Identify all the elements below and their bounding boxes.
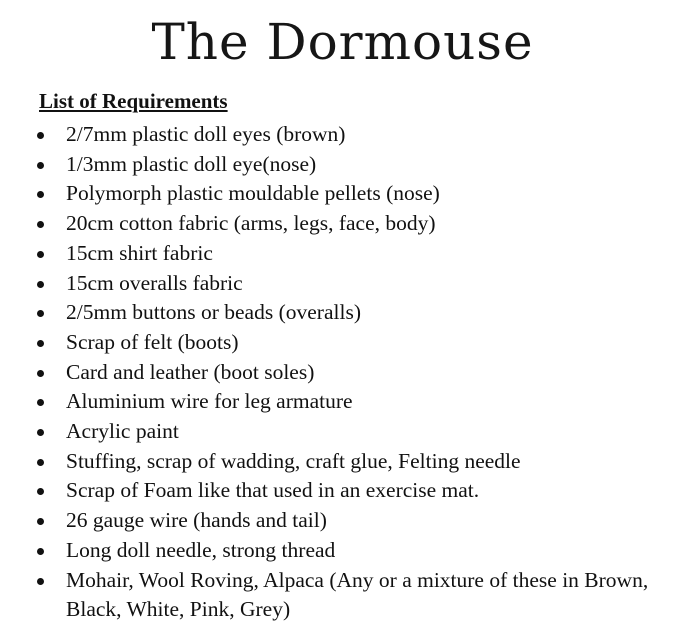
list-item — [0, 358, 666, 388]
bullet-icon — [37, 370, 44, 377]
list-item-text: 2/7mm plastic doll eyes (brown) — [66, 122, 346, 146]
list-item-text: 15cm overalls fabric — [66, 270, 243, 295]
list-item — [0, 120, 666, 150]
list-item-text: Long doll needle, strong thread — [66, 537, 336, 562]
list-item — [0, 536, 666, 566]
list-item-text: 26 gauge wire (hands and tail) — [66, 508, 327, 533]
bullet-icon — [37, 340, 44, 347]
list-item — [0, 298, 666, 328]
list-item-text: Mohair, Wool Roving, Alpaca (Any or a mixture of these in Brown, Black, White, Pink, Grey) — [66, 567, 649, 621]
list-item-text: Acrylic paint — [66, 419, 179, 444]
requirements-heading: List of Requirements — [39, 89, 228, 113]
bullet-icon — [37, 429, 44, 436]
bullet-icon — [37, 578, 44, 585]
bullet-icon — [37, 132, 44, 139]
list-item — [0, 179, 666, 209]
document-title: The Dormouse — [151, 13, 534, 71]
bullet-icon — [37, 488, 44, 495]
bullet-icon — [37, 221, 44, 228]
bullet-icon — [37, 251, 44, 258]
list-item — [0, 566, 666, 624]
list-item-text: Scrap of Foam like that used in an exercise mat. — [66, 478, 480, 503]
list-item-text: Stuffing, scrap of wadding, craft glue, Felting needle — [66, 448, 521, 473]
list-item-text: 20cm cotton fabric (arms, legs, face, body) — [66, 211, 436, 236]
bullet-icon — [37, 310, 44, 317]
bullet-icon — [37, 459, 44, 466]
list-item — [0, 269, 666, 299]
list-item-text: Polymorph plastic mouldable pellets (nose) — [66, 181, 440, 206]
list-item-text: 15cm shirt fabric — [66, 240, 213, 265]
list-item-text: 2/5mm buttons or beads (overalls) — [66, 300, 361, 325]
list-item — [0, 447, 666, 477]
list-item — [0, 239, 666, 269]
bullet-icon — [37, 548, 44, 555]
bullet-icon — [37, 281, 44, 288]
list-item-text: 1/3mm plastic doll eye(nose) — [66, 151, 317, 176]
bullet-icon — [37, 518, 44, 525]
list-item — [0, 209, 666, 239]
list-item — [0, 387, 666, 417]
list-item — [0, 328, 666, 358]
bullet-icon — [37, 399, 44, 406]
bullet-icon — [37, 162, 44, 169]
list-item — [0, 150, 666, 180]
list-item — [0, 417, 666, 447]
list-item-text: Card and leather (boot soles) — [66, 359, 315, 384]
requirements-list — [0, 120, 666, 624]
list-item-text: Scrap of felt (boots) — [66, 329, 239, 354]
list-item — [0, 506, 666, 536]
bullet-icon — [37, 191, 44, 198]
list-item-text: Aluminium wire for leg armature — [66, 389, 353, 414]
list-item — [0, 476, 666, 506]
